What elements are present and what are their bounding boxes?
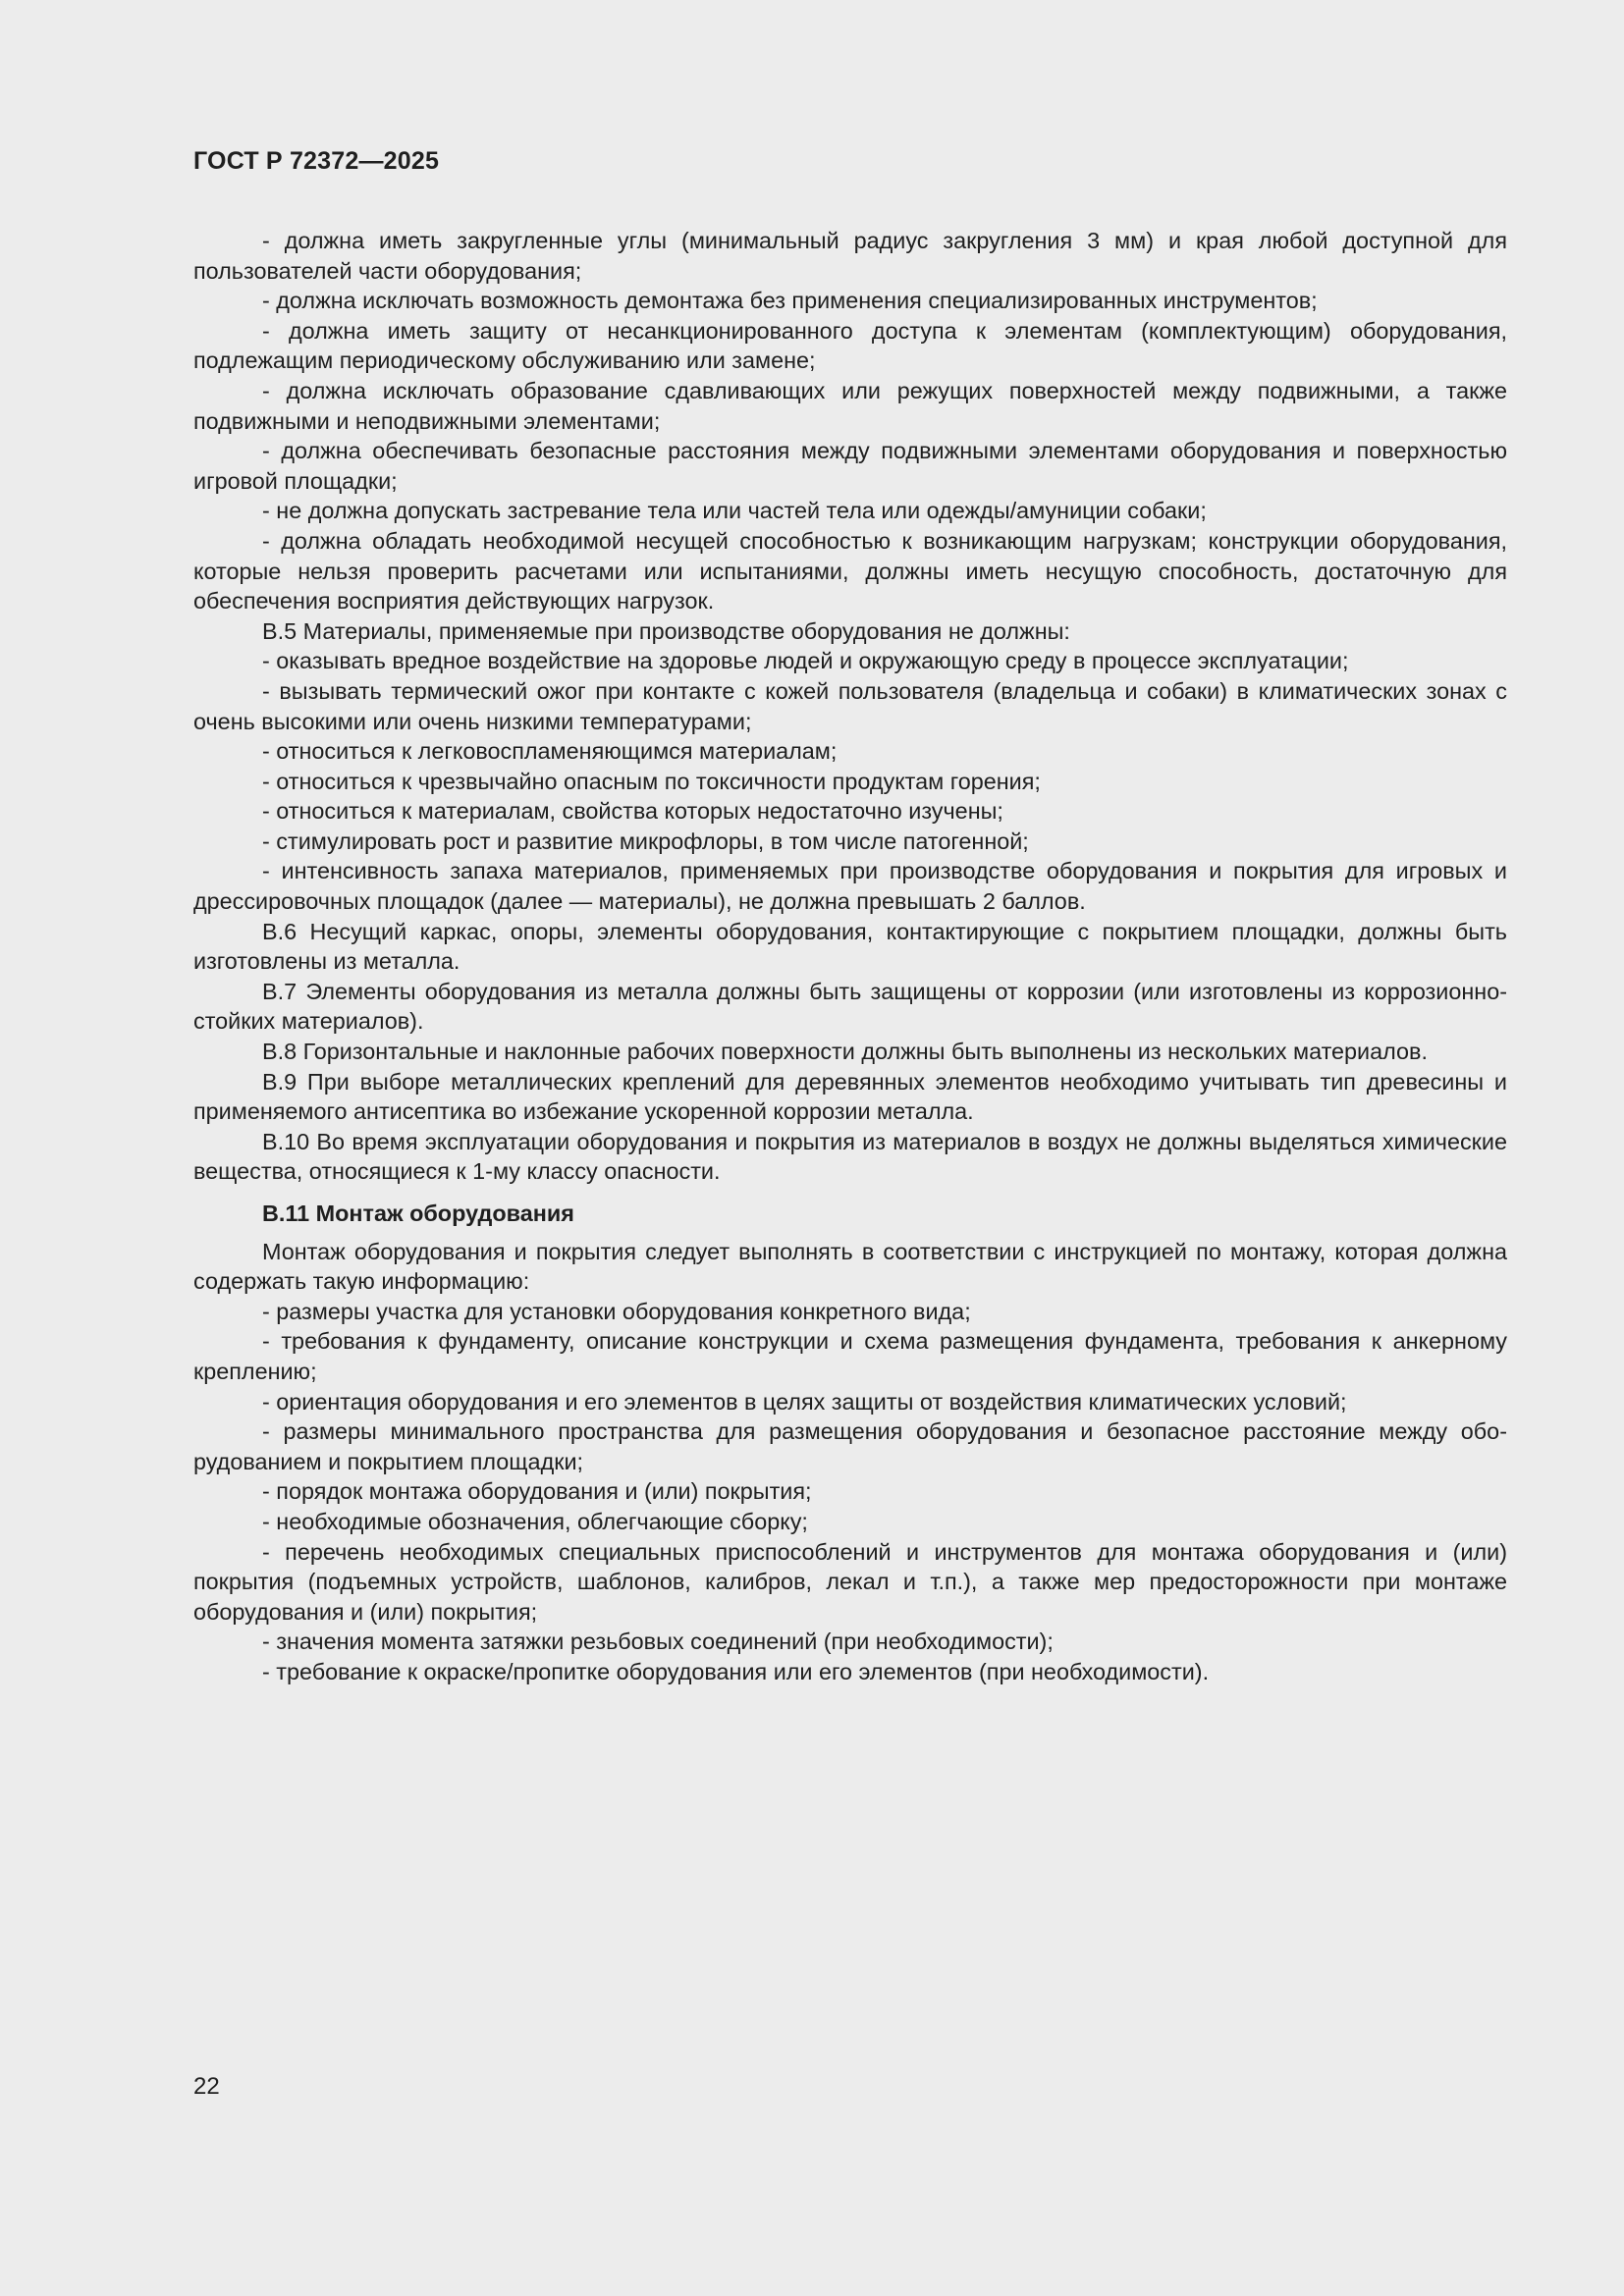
list-item: - размеры минимального пространства для размещения оборудования и безопасное расстояние между оборудованием и покрытием площадки; [193, 1418, 1507, 1474]
list-item: - требование к окраске/пропитке оборудования или его элементов (при необходимости). [262, 1658, 1210, 1684]
list-item: - должна иметь защиту от несанкционированного доступа к элементам (комплектующим) оборудования, подлежащим периодическому обслуживанию или замене; [193, 317, 1507, 374]
list-item: - интенсивность запаха материалов, применяемых при производстве оборудования и покрытия для игровых и дрессировочных площадок (далее — материалы), не должна превышать 2 баллов. [193, 858, 1507, 915]
clause-paragraph: В.9 При выборе металлических креплений для деревянных элементов необходимо учитывать тип древесины и применяемого антисептика во избежание ускоренной коррозии металла. [193, 1068, 1507, 1125]
list-item: - значения момента затяжки резьбовых соединений (при необходимости); [262, 1629, 1054, 1655]
list-item: - должна исключать образование сдавливающих или режущих поверхностей между подвижными, а также подвижными и неподвижными элементами; [193, 377, 1507, 434]
list-item: - относиться к легковоспламеняющимся материалам; [262, 738, 838, 765]
list-item: - относиться к чрезвычайно опасным по токсичности продуктам горения; [262, 768, 1041, 794]
page-number: 22 [193, 2073, 220, 2100]
list-item: - должна исключать возможность демонтажа без применения специализированных инструментов; [262, 288, 1318, 314]
section-heading: В.11 Монтаж оборудования [262, 1201, 574, 1226]
list-item: - ориентация оборудования и его элементов в целях защиты от воздействия климатических условий; [262, 1388, 1347, 1415]
list-item: - должна обеспечивать безопасные расстояния между подвижными элементами оборудования и поверхностью игровой площадки; [193, 438, 1507, 494]
list-item: - не должна допускать застревание тела или частей тела или одежды/амуниции собаки; [262, 498, 1207, 524]
clause-paragraph: В.10 Во время эксплуатации оборудования и покрытия из материалов в воздух не должны выделяться химические вещества, относящиеся к 1-му классу опасности. [193, 1128, 1507, 1185]
list-item: - вызывать термический ожог при контакте с кожей пользователя (владельца и собаки) в климатических зонах с очень высокими или очень низкими температурами; [193, 677, 1507, 734]
list-item: - требования к фундаменту, описание конструкции и схема размещения фундамента, требования к анкерному креплению; [193, 1328, 1507, 1384]
clause-paragraph: В.8 Горизонтальные и наклонные рабочих поверхности должны быть выполнены из нескольких материалов. [262, 1039, 1428, 1065]
list-item: - размеры участка для установки оборудования конкретного вида; [262, 1298, 971, 1324]
clause-paragraph: В.7 Элементы оборудования из металла должны быть защищены от коррозии (или изготовлены из коррозионно-стойких материалов). [193, 978, 1507, 1035]
list-item: - относиться к материалам, свойства которых недостаточно изучены; [262, 798, 1003, 825]
document-id-header: ГОСТ Р 72372—2025 [193, 147, 440, 175]
list-item: - стимулировать рост и развитие микрофлоры, в том числе патогенной; [262, 828, 1029, 854]
list-item: - перечень необходимых специальных приспособлений и инструментов для монтажа оборудования и (или) покрытия (подъемных устройств, шаблонов, калибров, лекал и т.п.), а также мер предосторожности при монтаже оборудования и (или) покрытия; [193, 1538, 1507, 1625]
list-item: - должна иметь закругленные углы (минимальный радиус закругления 3 мм) и края любой доступной для пользователей части оборудования; [193, 228, 1507, 284]
section-intro: Монтаж оборудования и покрытия следует выполнять в соответствии с инструкцией по монтажу, которая должна содержать такую информацию: [193, 1238, 1507, 1295]
clause-paragraph: В.6 Несущий каркас, опоры, элементы оборудования, контактирующие с покрытием площадки, должны быть изготовлены из металла. [193, 918, 1507, 975]
list-item: - порядок монтажа оборудования и (или) покрытия; [262, 1478, 812, 1505]
document-body [193, 226, 1507, 1687]
clause-paragraph: В.5 Материалы, применяемые при производстве оборудования не должны: [262, 617, 1070, 644]
list-item: - должна обладать необходимой несущей способностью к возникающим нагрузкам; конструкции оборудования, которые нельзя проверить расчетами или испытаниями, должны иметь несущую способность, достаточную для обеспечения восприятия действующих нагрузок. [193, 527, 1507, 614]
list-item: - необходимые обозначения, облегчающие сборку; [262, 1508, 808, 1534]
list-item: - оказывать вредное воздействие на здоровье людей и окружающую среду в процессе эксплуатации; [262, 648, 1349, 674]
